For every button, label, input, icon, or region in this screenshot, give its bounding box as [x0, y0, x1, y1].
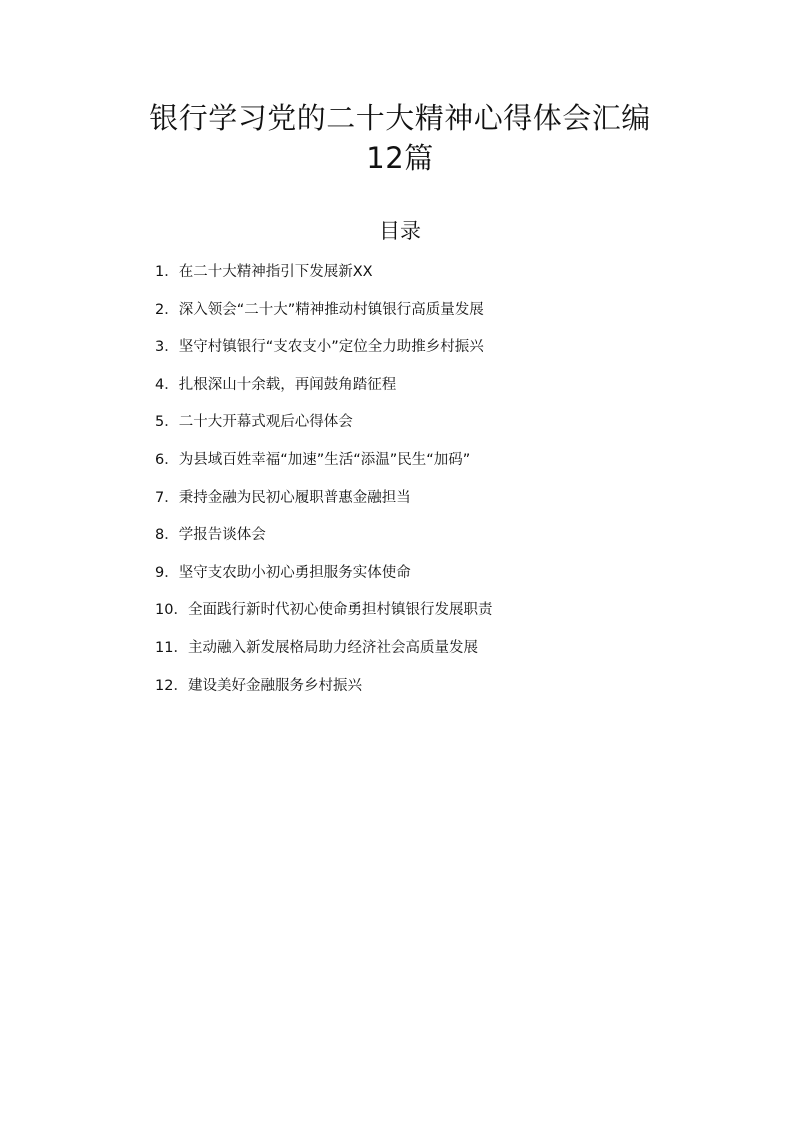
- toc-item-title: 学报告谈体会: [178, 527, 266, 544]
- toc-item-number: 8．: [155, 527, 179, 544]
- toc-item-number: 4．: [155, 376, 179, 393]
- toc-item[interactable]: [155, 412, 715, 450]
- toc-item-title: 在二十大精神指引下发展新XX: [178, 264, 373, 280]
- toc-item-number: 7．: [155, 489, 179, 506]
- toc-item[interactable]: [155, 563, 715, 601]
- document-title-subtitle: 12篇: [366, 141, 434, 175]
- toc-item-number: 9．: [155, 564, 179, 581]
- toc-item-number: 1．: [155, 264, 179, 280]
- toc-item-title: 坚守村镇银行“支农支小”定位全力助推乡村振兴: [178, 339, 484, 356]
- toc-item[interactable]: [155, 676, 715, 714]
- toc-item[interactable]: [155, 337, 715, 375]
- toc-item-title: 扎根深山十余载，再闻鼓角踏征程: [178, 376, 397, 393]
- document-title: 银行学习党的二十大精神心得体会汇编: [149, 101, 651, 135]
- toc-item-title: 为县域百姓幸福“加速”生活“添温”民生“加码”: [178, 451, 471, 468]
- toc-item-title: 坚守支农助小初心勇担服务实体使命: [178, 564, 411, 581]
- toc-heading: 目录: [379, 219, 421, 243]
- toc-item-number: 5．: [155, 414, 179, 431]
- toc-list: [155, 262, 715, 713]
- toc-item[interactable]: [155, 375, 715, 413]
- toc-item-title: 秉持金融为民初心履职普惠金融担当: [178, 489, 411, 506]
- toc-item-number: 6．: [155, 451, 179, 468]
- toc-item[interactable]: [155, 450, 715, 488]
- toc-item[interactable]: [155, 525, 715, 563]
- toc-item-number: 3．: [155, 339, 179, 356]
- toc-item[interactable]: [155, 262, 715, 300]
- toc-item[interactable]: [155, 488, 715, 526]
- toc-item-title: 主动融入新发展格局助力经济社会高质量发展: [187, 639, 478, 656]
- toc-item[interactable]: [155, 638, 715, 676]
- toc-item-title: 二十大开幕式观后心得体会: [178, 414, 353, 431]
- toc-item-title: 深入领会“二十大”精神推动村镇银行高质量发展: [178, 301, 484, 318]
- toc-item[interactable]: [155, 600, 715, 638]
- toc-item-title: 全面践行新时代初心使命勇担村镇银行发展职责: [187, 602, 493, 619]
- toc-item[interactable]: [155, 300, 715, 338]
- toc-item-number: 2．: [155, 301, 179, 318]
- toc-item-number: 10．: [155, 602, 188, 619]
- toc-item-number: 12．: [155, 677, 188, 694]
- toc-item-number: 11．: [155, 639, 188, 656]
- toc-item-title: 建设美好金融服务乡村振兴: [187, 677, 362, 694]
